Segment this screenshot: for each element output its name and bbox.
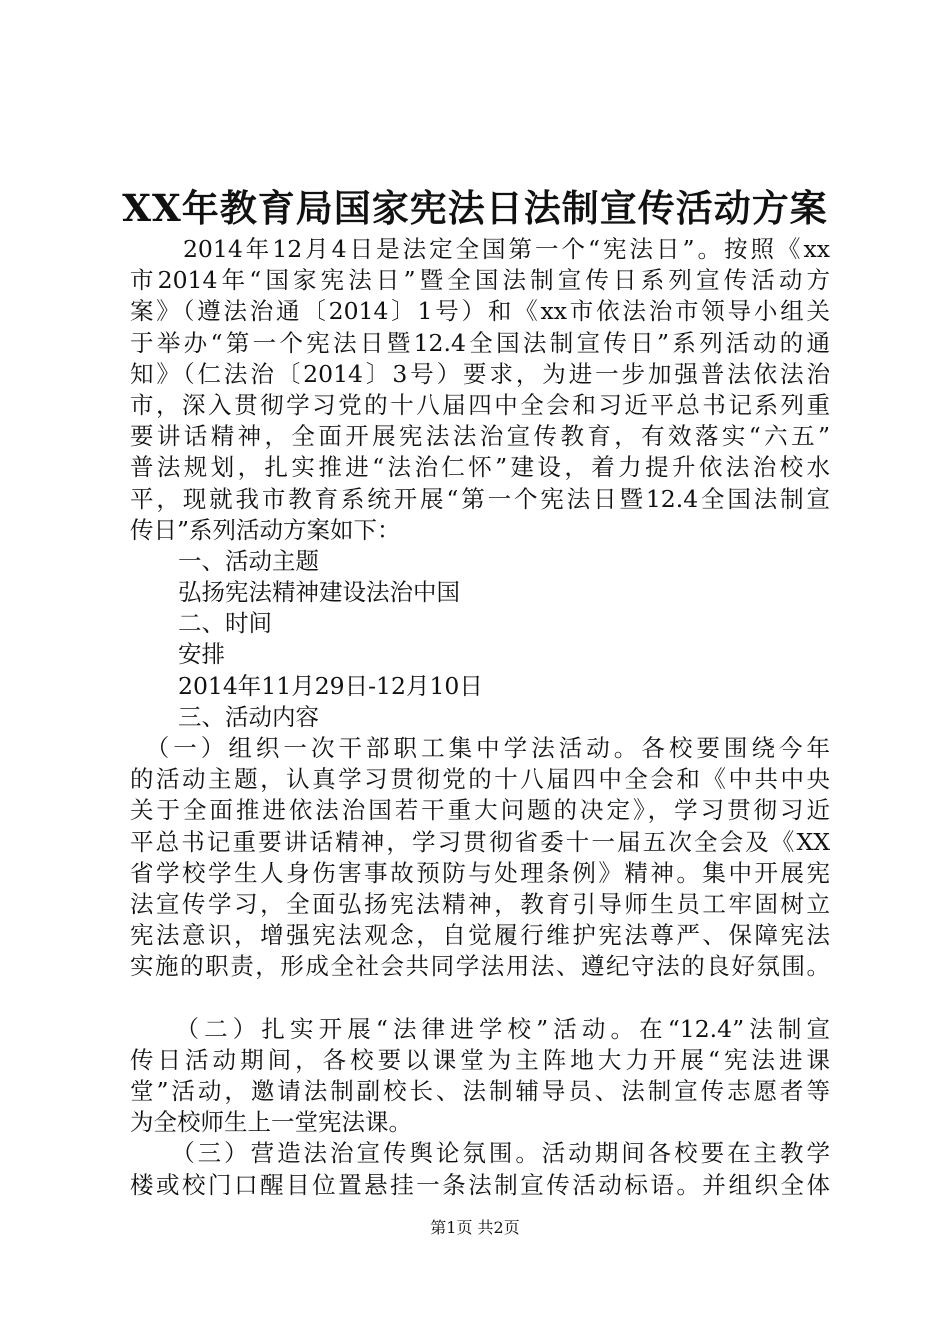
section-heading-time: 二、时间 xyxy=(178,609,272,638)
schedule-label: 安排 xyxy=(178,640,225,669)
text-line: 楼或校门口醒目位置悬挂一条法制宣传活动标语。并组织全体 xyxy=(130,1170,830,1199)
text-line: 省学校学生人身伤害事故预防与处理条例》精神。集中开展宪 xyxy=(130,858,830,887)
page-footer: 第1页 共2页 xyxy=(430,1218,520,1237)
text-line: 传日活动期间，各校要以课堂为主阵地大力开展“宪法进课 xyxy=(130,1045,830,1074)
text-line: 市2014年“国家宪法日”暨全国法制宣传日系列宣传活动方 xyxy=(130,266,830,295)
text-line: 案》（遵法治通〔2014〕1号）和《xx市依法治市领导小组关 xyxy=(130,297,830,326)
text-line: 知》（仁法治〔2014〕3号）要求，为进一步加强普法依法治 xyxy=(130,359,830,388)
theme-text: 弘扬宪法精神建设法治中国 xyxy=(178,578,460,607)
text-line: （三）营造法治宣传舆论氛围。活动期间各校要在主教学 xyxy=(130,1139,830,1168)
text-line: 2014年12月4日是法定全国第一个“宪法日”。按照《xx xyxy=(130,235,830,263)
document-body xyxy=(130,234,830,1201)
document-title: XX年教育局国家宪法日法制宣传活动方案 xyxy=(122,186,828,230)
text-line: 宪法意识，增强宪法观念，自觉履行维护宪法尊严、保障宪法 xyxy=(130,921,830,950)
text-line: 市，深入贯彻学习党的十八届四中全会和习近平总书记系列重 xyxy=(130,390,830,419)
text-line: 为全校师生上一堂宪法课。 xyxy=(130,1108,412,1137)
section-heading-content: 三、活动内容 xyxy=(178,702,319,731)
schedule-dates: 2014年11月29日-12月10日 xyxy=(178,671,483,700)
text-line: 平，现就我市教育系统开展“第一个宪法日暨12.4全国法制宣 xyxy=(130,484,830,513)
text-line: 堂”活动，邀请法制副校长、法制辅导员、法制宣传志愿者等 xyxy=(130,1077,830,1106)
text-line: 传日”系列活动方案如下： xyxy=(130,515,401,544)
text-line: 关于全面推进依法治国若干重大问题的决定》，学习贯彻习近 xyxy=(130,796,830,825)
text-line: （一）组织一次干部职工集中学法活动。各校要围绕今年 xyxy=(130,734,830,762)
text-line: 普法规划，扎实推进“法治仁怀”建设，着力提升依法治校水 xyxy=(130,453,830,482)
section-heading-theme: 一、活动主题 xyxy=(178,546,319,575)
text-line: 要讲话精神，全面开展宪法法治宣传教育，有效落实“六五” xyxy=(130,422,830,451)
paragraph-gap xyxy=(130,983,830,1014)
text-line: 于举办“第一个宪法日暨12.4全国法制宣传日”系列活动的通 xyxy=(130,328,830,357)
text-line: 实施的职责，形成全社会共同学法用法、遵纪守法的良好氛围。 xyxy=(130,952,830,981)
text-line: （二）扎实开展“法律进学校”活动。在“12.4”法制宣 xyxy=(130,1014,830,1043)
text-line: 平总书记重要讲话精神，学习贯彻省委十一届五次全会及《XX xyxy=(130,827,830,856)
text-line: 的活动主题，认真学习贯彻党的十八届四中全会和《中共中央 xyxy=(130,765,830,794)
text-line: 法宣传学习，全面弘扬宪法精神，教育引导师生员工牢固树立 xyxy=(130,889,830,918)
